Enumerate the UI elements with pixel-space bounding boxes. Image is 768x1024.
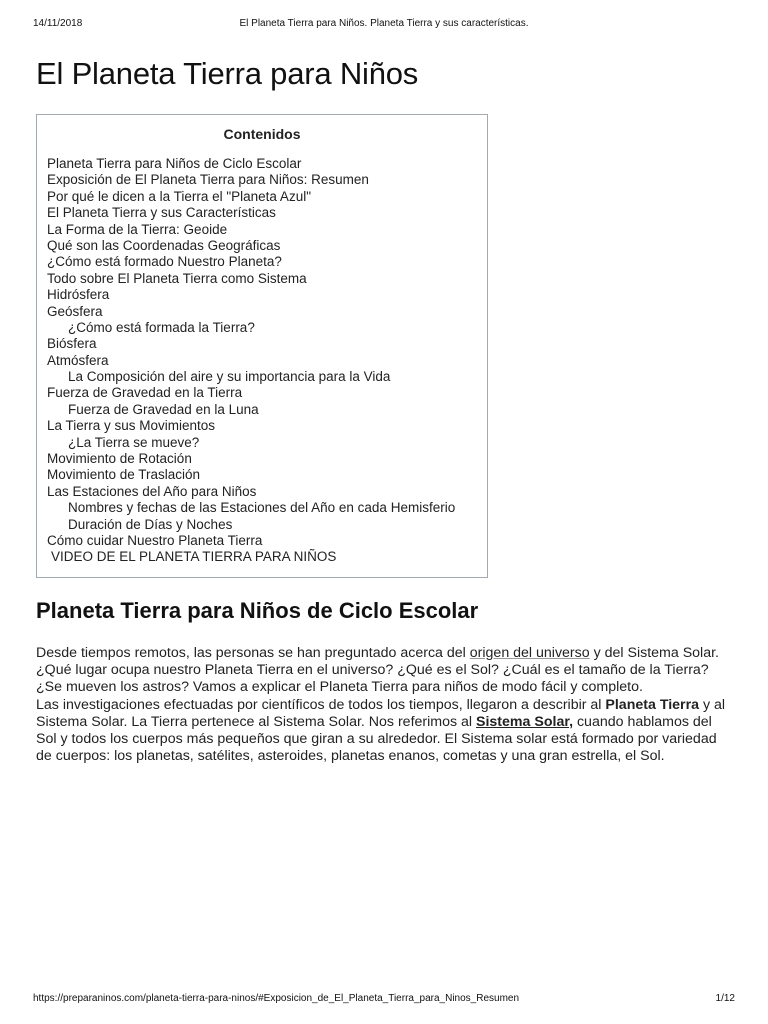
paragraph-text: Desde tiempos remotos, las personas se han preguntado acerca del [36,645,470,661]
article-body [36,645,736,765]
toc-list [47,156,455,566]
toc-item[interactable]: Cómo cuidar Nuestro Planeta Tierra [47,532,263,548]
print-doc-title: El Planeta Tierra para Niños. Planeta Tierra y sus características. [239,18,529,29]
paragraph-text: cuando hablamos del Sol y todos los cuerpos más pequeños que giran a su alrededor. El Sistema solar está formado por variedad de cuerpos: los planetas, satélites, asteroides, planetas enanos, cometas y una gran estrella, el Sol. [36,713,717,765]
toc-item[interactable]: Qué son las Coordenadas Geográficas [47,237,281,253]
toc-item[interactable]: Movimiento de Traslación [47,467,201,483]
origen-universo-link[interactable]: origen del universo [469,645,590,661]
toc-item[interactable]: Por qué le dicen a la Tierra el "Planeta Azul" [47,188,311,204]
toc-item[interactable]: La Tierra y sus Movimientos [47,418,216,434]
print-footer [0,993,768,1007]
section-heading: Planeta Tierra para Niños de Ciclo Escolar [36,598,479,623]
page-number: 1/12 [715,993,735,1004]
toc-subitem[interactable]: Duración de Días y Noches [68,516,233,532]
toc-subitem[interactable]: Nombres y fechas de las Estaciones del Año en cada Hemisferio [68,500,456,516]
toc-item[interactable]: Hidrósfera [47,287,110,303]
toc-item[interactable]: Movimiento de Rotación [47,451,192,467]
toc-item[interactable]: Las Estaciones del Año para Niños [47,483,257,499]
paragraph-text: y al Sistema Solar. La Tierra pertenece al Sistema Solar. Nos referimos al [36,696,726,730]
toc-subitem[interactable]: Fuerza de Gravedad en la Luna [68,401,259,417]
toc-item-video[interactable]: VIDEO DE EL PLANETA TIERRA PARA NIÑOS [51,549,337,565]
toc-item[interactable]: Biósfera [47,336,97,352]
paragraph-text: Las investigaciones efectuadas por científicos de todos los tiempos, llegaron a describir al [36,696,606,713]
toc-title: Contenidos [223,126,301,142]
toc-item[interactable]: ¿Cómo está formado Nuestro Planeta? [47,254,282,270]
paragraph-text: y del Sistema Solar. ¿Qué lugar ocupa nuestro Planeta Tierra en el universo? ¿Qué es el Sol? ¿Cuál es el tamaño de la Tierra? ¿Se mueven los astros? Vamos a explicar el Planeta Tierra para niños de modo fácil y completo. [36,645,719,696]
sistema-solar-link[interactable]: Sistema Solar, [476,713,574,730]
paragraph [36,645,736,697]
toc-item[interactable]: Geósfera [47,303,103,319]
toc-item[interactable]: Planeta Tierra para Niños de Ciclo Escolar [47,156,302,171]
paragraph [36,697,736,766]
toc-item[interactable]: Todo sobre El Planeta Tierra como Sistema [47,270,307,286]
print-header [0,18,768,32]
bold-term: Planeta Tierra [605,696,699,713]
print-url: https://preparaninos.com/planeta-tierra-para-ninos/#Exposicion_de_El_Planeta_Tierra_para_Ninos_Resumen [33,993,520,1004]
print-date: 14/11/2018 [33,18,83,29]
toc-item[interactable]: Fuerza de Gravedad en la Tierra [47,385,243,401]
page-title: El Planeta Tierra para Niños [36,56,419,91]
toc-item[interactable]: Exposición de El Planeta Tierra para Niños: Resumen [47,172,369,188]
toc-item[interactable]: Atmósfera [47,352,109,368]
toc-item[interactable]: La Forma de la Tierra: Geoide [47,221,228,237]
toc-subitem[interactable]: La Composición del aire y su importancia para la Vida [68,369,391,385]
table-of-contents [36,114,488,578]
toc-subitem[interactable]: ¿Cómo está formada la Tierra? [68,319,255,335]
toc-item[interactable]: El Planeta Tierra y sus Características [47,205,276,221]
toc-subitem[interactable]: ¿La Tierra se mueve? [68,434,200,450]
